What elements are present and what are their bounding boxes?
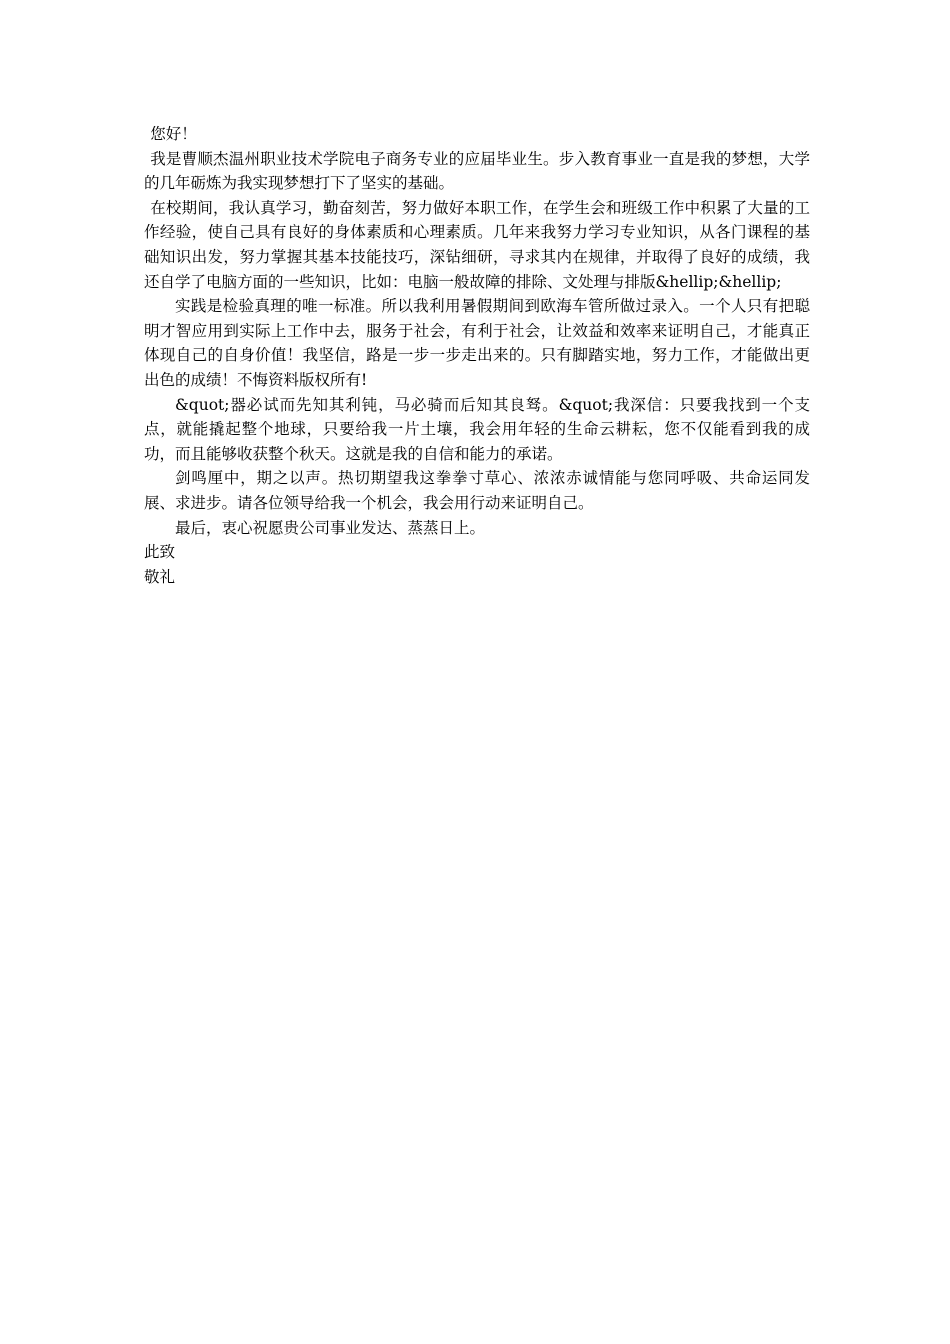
paragraph-practice: 实践是检验真理的唯一标准。所以我利用暑假期间到欧海车管所做过录入。一个人只有把聪明才智应用到实际上工作中去，服务于社会，有利于社会，让效益和效率来证明自己，才能真正体现自己的自身价值！我坚信，路是一步一步走出来的。只有脚踏实地，努力工作，才能做出更出色的成绩！不悔资料版权所有! bbox=[144, 297, 810, 389]
paragraph-school-period: 在校期间，我认真学习，勤奋刻苦，努力做好本职工作，在学生会和班级工作中积累了大量的工作经验，使自己具有良好的身体素质和心理素质。几年来我努力学习专业知识，从各门课程的基础知识出发，努力掌握其基本技能技巧，深钻细研，寻求其内在规律，并取得了良好的成绩，我还自学了电脑方面的一些知识，比如：电脑一般故障的排除、文处理与排版&hellip;&hellip; bbox=[144, 198, 810, 291]
paragraph-introduction: 我是曹顺杰温州职业技术学院电子商务专业的应届毕业生。步入教育事业一直是我的梦想，大学的几年砺炼为我实现梦想打下了坚实的基础。 bbox=[144, 149, 810, 193]
closing-salutation: 此致 bbox=[144, 543, 176, 562]
letter-body bbox=[144, 122, 810, 589]
letter-greeting: 您好！ bbox=[150, 125, 197, 143]
paragraph-wishes: 最后，衷心祝愿贵公司事业发达、蒸蒸日上。 bbox=[175, 518, 486, 537]
closing-regards: 敬礼 bbox=[144, 567, 176, 586]
paragraph-belief: &quot;器必试而先知其利钝，马必骑而后知其良驽。&quot;我深信：只要我找到一个支点，就能撬起整个地球，只要给我一片土壤，我会用年轻的生命云耕耘，您不仅能看到我的成功，而且能够收获整个秋天。这就是我的自信和能力的承诺。 bbox=[144, 395, 810, 463]
paragraph-expectation: 剑鸣厘中，期之以声。热切期望我这拳拳寸草心、浓浓赤诚情能与您同呼吸、共命运同发展、求进步。请各位领导给我一个机会，我会用行动来证明自己。 bbox=[144, 469, 810, 512]
